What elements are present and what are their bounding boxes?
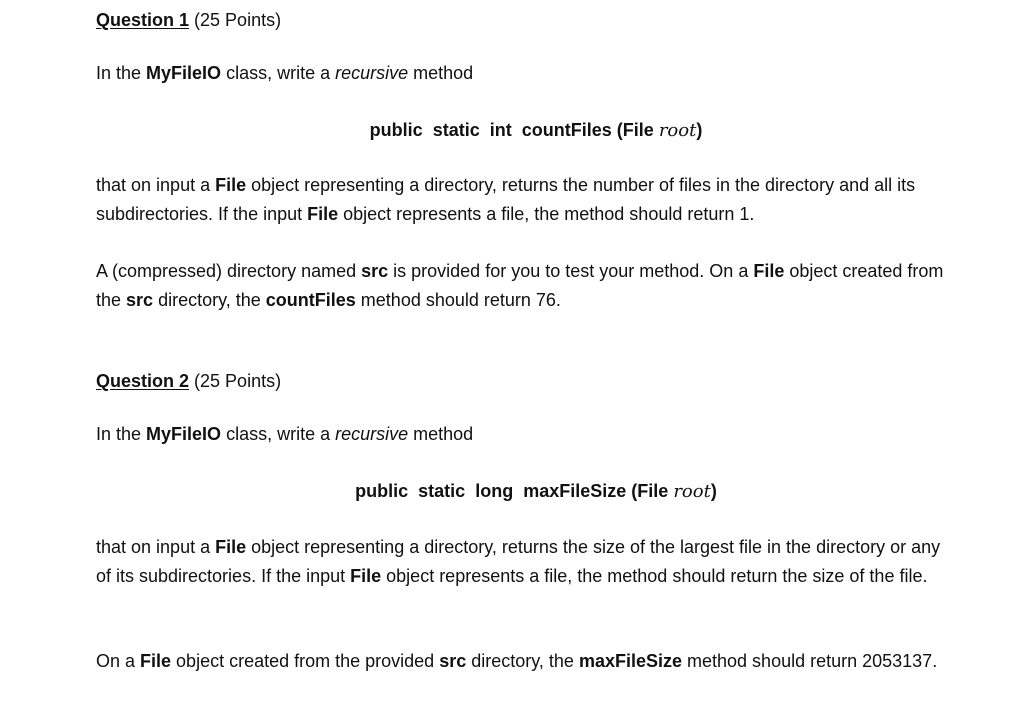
question-2-label: Question 2 <box>96 371 190 391</box>
desc-text: that on input a <box>96 175 216 195</box>
question-2-description <box>96 533 946 590</box>
note-bold: countFiles <box>265 289 356 310</box>
desc-text: object represents a file, the method should return the size of the file. <box>381 565 928 586</box>
class-name: MyFileIO <box>146 424 222 444</box>
note-text: method should return 2053137. <box>682 651 938 671</box>
sig-keyword: static <box>418 481 466 501</box>
note-text: directory, the <box>153 289 266 310</box>
question-2-heading <box>96 369 281 393</box>
recursive-word: recursive <box>335 63 409 83</box>
question-2-points: (25 Points) <box>194 371 282 391</box>
sig-close-paren: ) <box>710 481 717 501</box>
intro-text: class, write a <box>221 63 336 83</box>
question-1-heading <box>96 8 281 32</box>
sig-close-paren: ) <box>696 120 703 140</box>
sig-param-type: (File <box>631 481 669 501</box>
note-bold: File <box>140 651 172 671</box>
note-bold: File <box>753 261 785 281</box>
note-bold: src <box>439 651 467 671</box>
document-page <box>96 0 976 713</box>
sig-param-name: root <box>658 120 697 141</box>
sig-method-name: maxFileSize <box>523 481 627 501</box>
question-2-note <box>96 647 946 676</box>
note-text: method should return 76. <box>355 289 561 310</box>
sig-return-type: int <box>489 120 512 140</box>
question-1-intro <box>96 61 473 85</box>
sig-keyword: public <box>355 481 409 501</box>
note-text: directory, the <box>466 651 579 671</box>
sig-param-name: root <box>673 481 711 502</box>
note-bold: src <box>126 289 154 310</box>
sig-keyword: static <box>432 120 480 140</box>
question-1-description <box>96 171 946 228</box>
sig-param-type: (File <box>616 120 654 140</box>
question-1-signature <box>96 118 976 143</box>
intro-text: In the <box>96 63 147 83</box>
desc-text: object representing a directory, returns the size of the largest file in the directory or any of its subdirectories. If the input <box>96 537 941 586</box>
note-text: object created from the provided <box>171 651 440 671</box>
question-1-note <box>96 257 946 314</box>
note-bold: maxFileSize <box>578 651 683 671</box>
sig-keyword: public <box>369 120 423 140</box>
intro-text: method <box>408 63 474 83</box>
note-text: is provided for you to test your method. On a <box>388 261 754 281</box>
desc-bold: File <box>307 203 339 224</box>
intro-text: method <box>408 424 474 444</box>
note-text: A (compressed) directory named <box>96 261 362 281</box>
note-bold: src <box>361 261 389 281</box>
note-text: object created from the <box>96 261 944 310</box>
desc-text: object represents a file, the method should return 1. <box>338 203 755 224</box>
class-name: MyFileIO <box>146 63 222 83</box>
desc-text: that on input a <box>96 537 216 557</box>
question-1-points: (25 Points) <box>194 10 282 30</box>
sig-return-type: long <box>475 481 514 501</box>
intro-text: In the <box>96 424 147 444</box>
question-2-intro <box>96 422 473 446</box>
question-1-label: Question 1 <box>96 10 190 30</box>
desc-bold: File <box>215 175 247 195</box>
desc-text: object representing a directory, returns the number of files in the directory and all its subdirectories. If the input <box>96 175 916 224</box>
sig-method-name: countFiles <box>521 120 612 140</box>
intro-text: class, write a <box>221 424 336 444</box>
question-2-signature <box>96 479 976 504</box>
desc-bold: File <box>215 537 247 557</box>
desc-bold: File <box>350 565 382 586</box>
note-text: On a <box>96 651 141 671</box>
recursive-word: recursive <box>335 424 409 444</box>
